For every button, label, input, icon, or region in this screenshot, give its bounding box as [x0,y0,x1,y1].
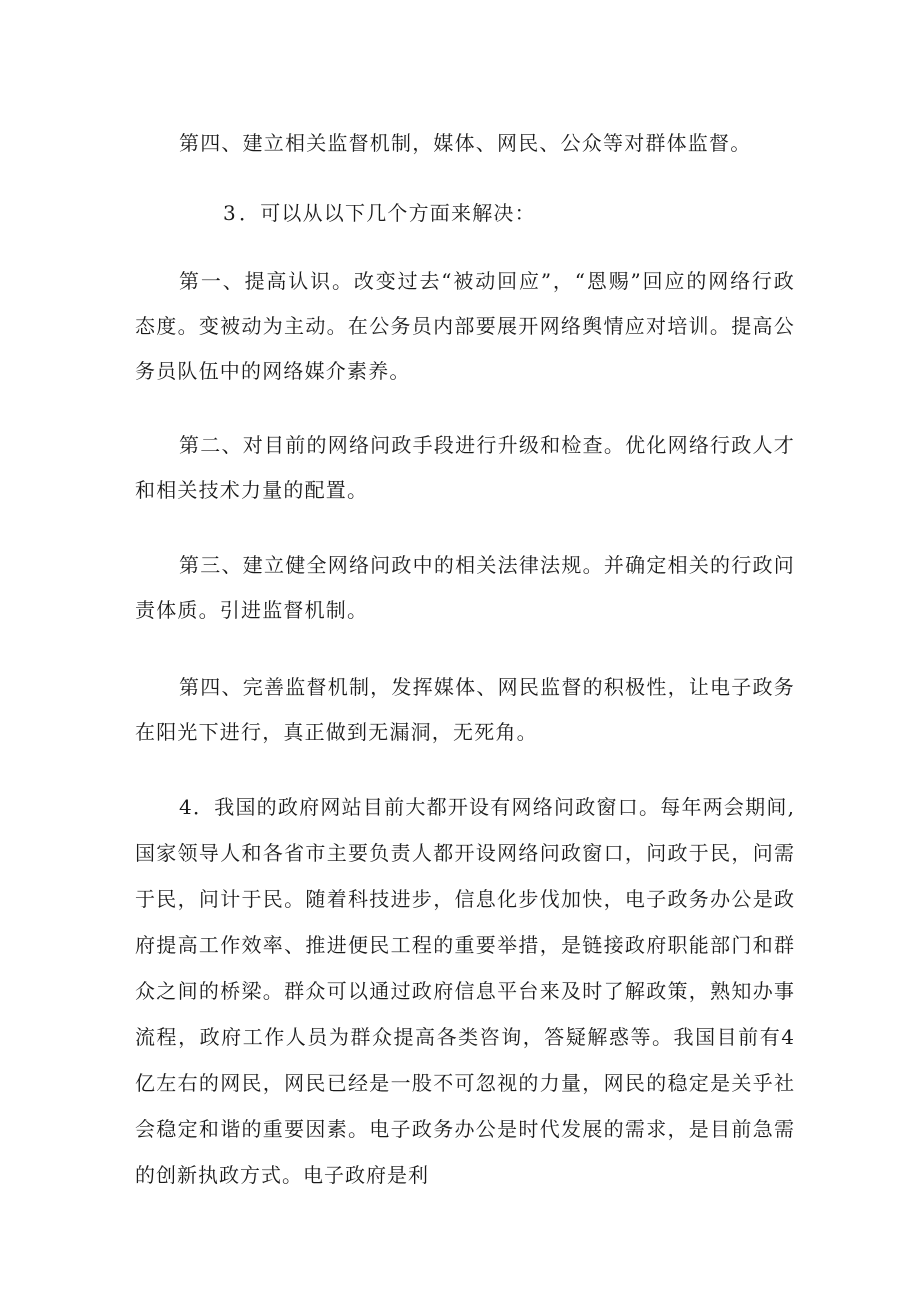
section-heading-text: ．可以从以下几个方面来解决： [239,201,536,225]
paragraph-fourth-point: 第四、完善监督机制，发挥媒体、网民监督的积极性，让电子政务在阳光下进行，真正做到无漏洞，无死角。 [135,675,795,744]
paragraph-section-4: 4．我国的政府网站目前大都开设有网络问政窗口。每年两会期间,国家领导人和各省市主要负责人都开设网络问政窗口，问政于民，问需于民，问计于民。随着科技进步，信息化步伐加快，电子政务办公是政府提高工作效率、推进便民工程的重要举措，是链接政府职能部门和群众之间的桥梁。群众可以通过政府信息平台来及时了解政策，熟知办事流程，政府工作人员为群众提高各类咨询，答疑解惑等。我国目前有4亿左右的网民，网民已经是一股不可忽视的力量，网民的稳定是关乎社会稳定和谐的重要因素。电子政务办公是时代发展的需求，是目前急需的创新执政方式。电子政府是利 [135,795,795,1187]
paragraph-second-point: 第二、对目前的网络问政手段进行升级和检查。优化网络行政人才和相关技术力量的配置。 [135,433,795,502]
paragraph-third-point: 第三、建立健全网络问政中的相关法律法规。并确定相关的行政问责体质。引进监督机制。 [135,553,795,622]
paragraph-first-point: 第一、提高认识。改变过去“被动回应”，“恩赐”回应的网络行政态度。变被动为主动。在公务员内部要展开网络舆情应对培训。提高公务员队伍中的网络媒介素养。 [135,269,795,383]
paragraph-section-3-heading [135,191,795,236]
section-number: 3 [223,201,237,225]
paragraph-supervision-mechanism: 第四、建立相关监督机制，媒体、网民、公众等对群体监督。 [179,131,752,155]
